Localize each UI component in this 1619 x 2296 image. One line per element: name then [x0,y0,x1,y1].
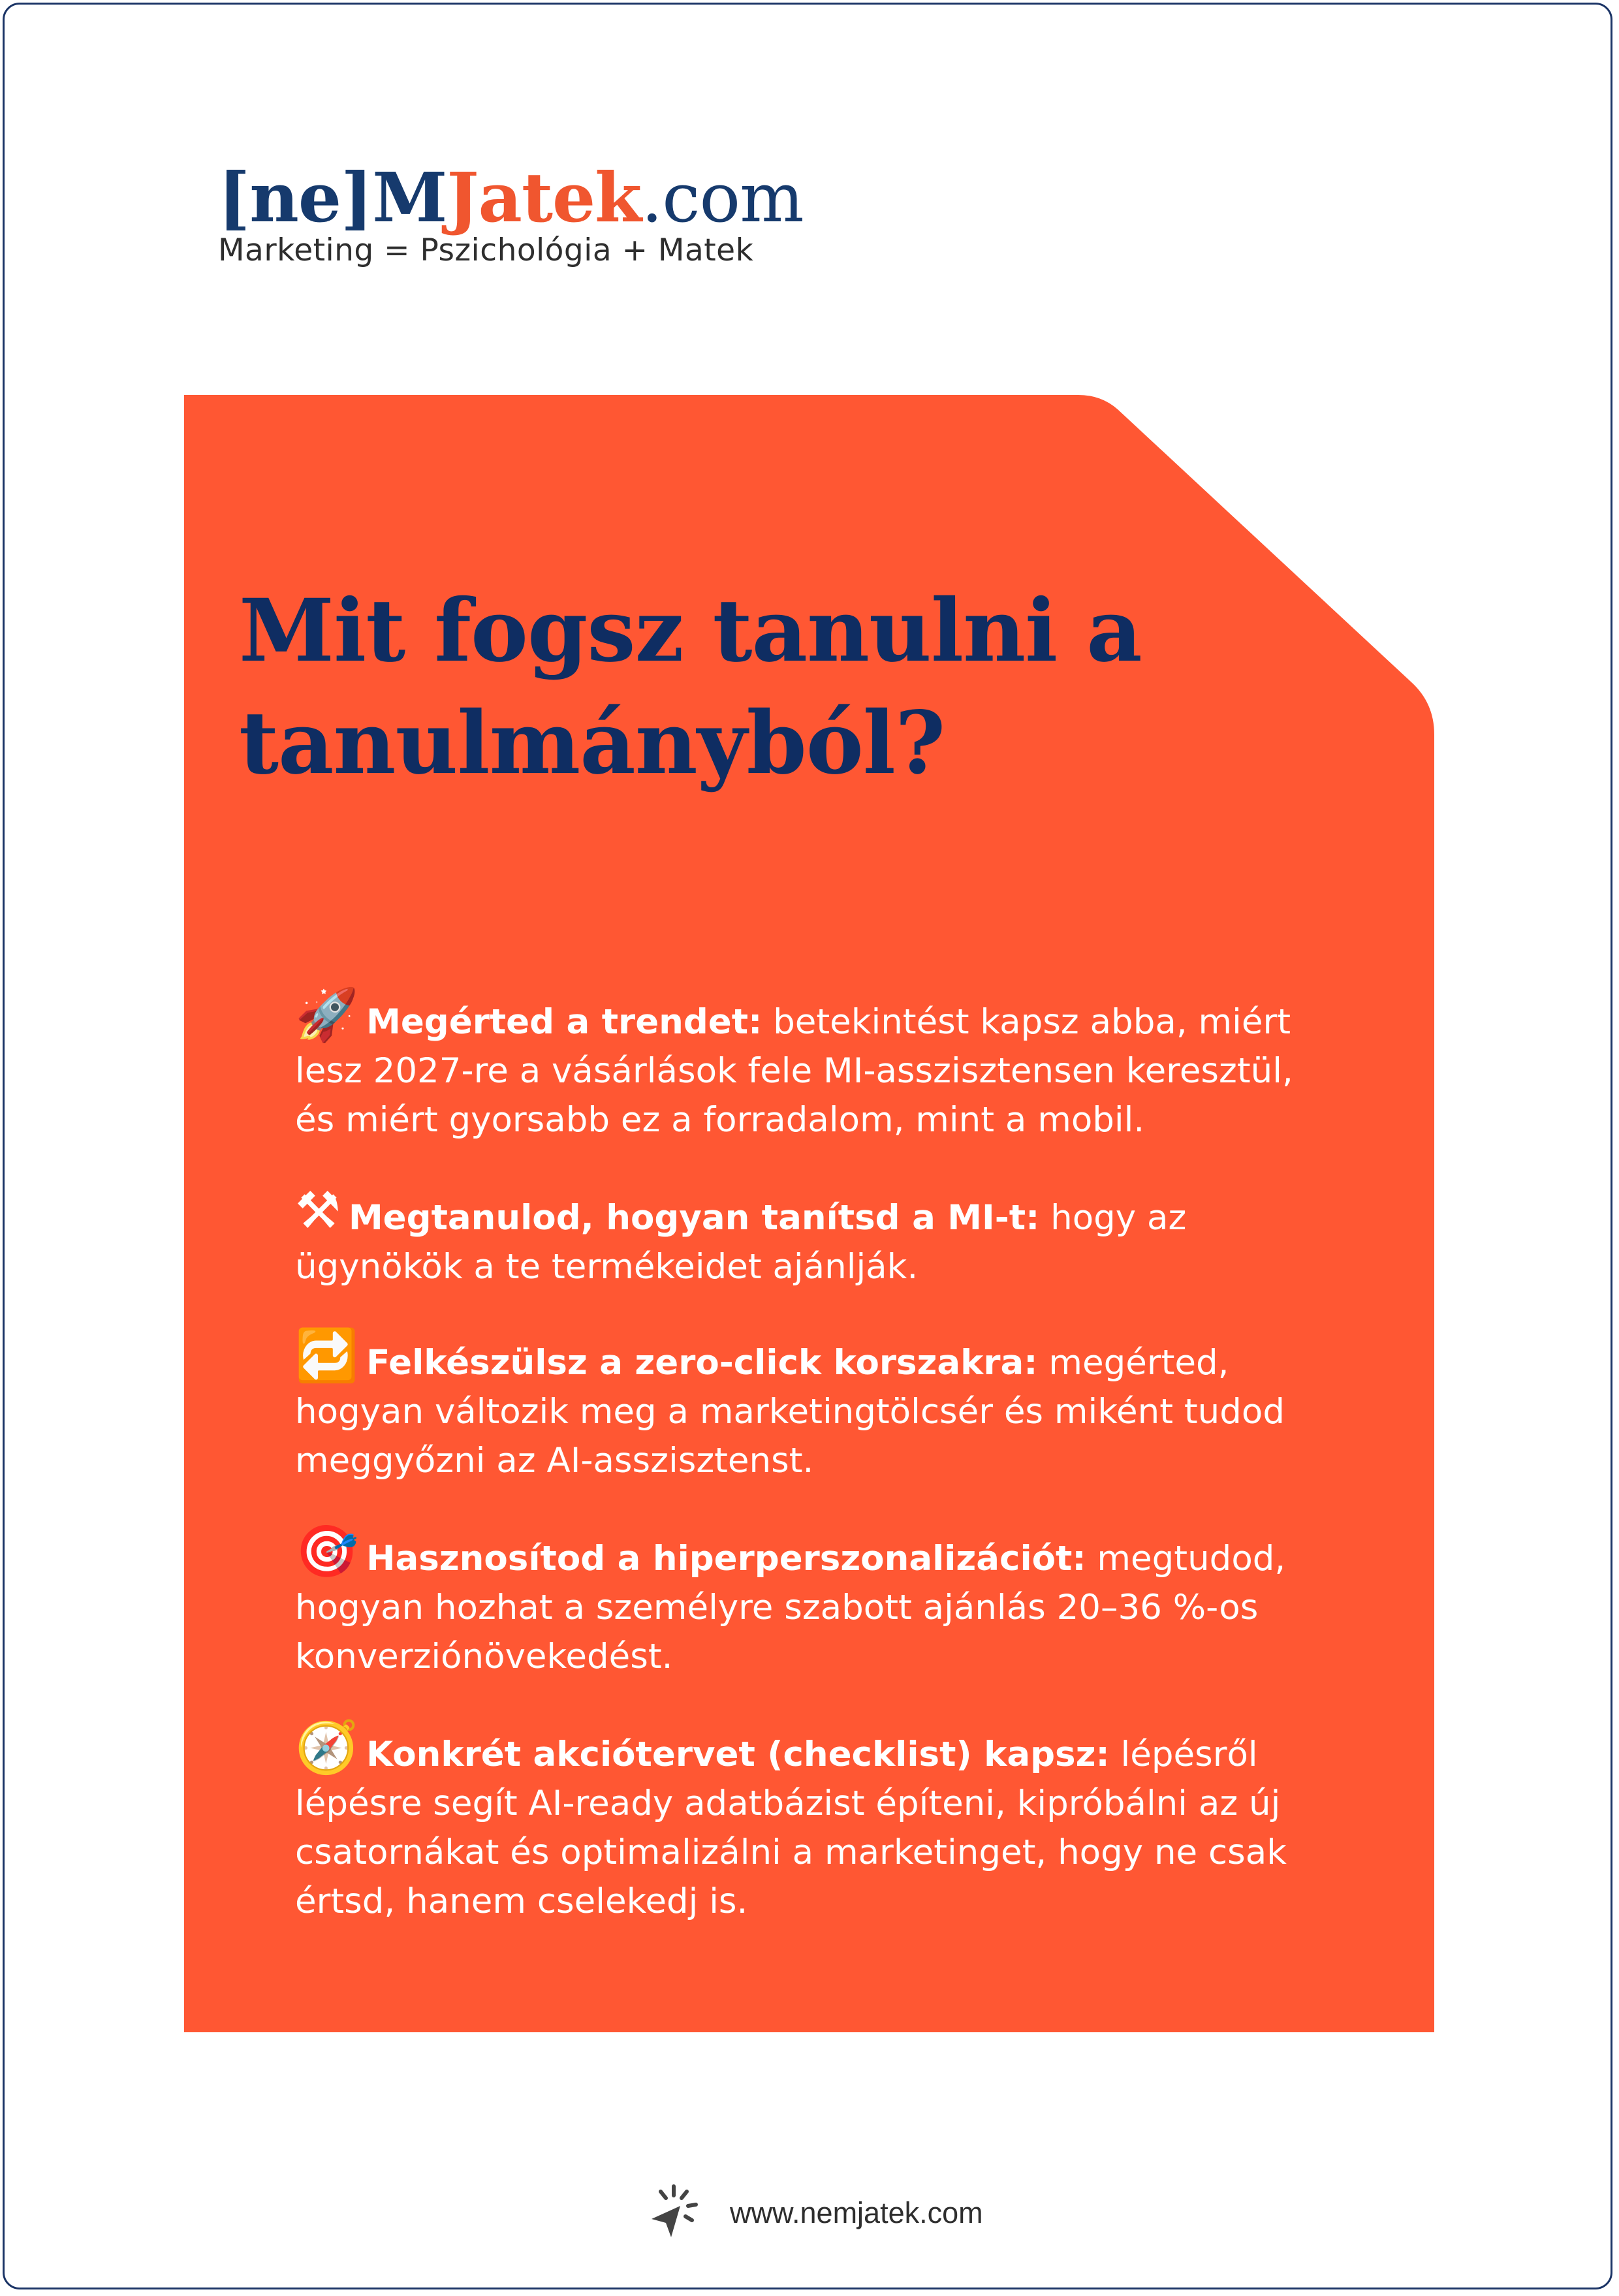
logo-bracket-open: [ [218,157,250,238]
logo-ne: ne [249,157,341,238]
benefit-item-text: betekintést kapsz abba, miért lesz 2027-re a vásárlások fele MI-asszisztensen keresztül, és miért gyorsabb ez a forradalom, mint a mobil. [295,1002,1293,1140]
logo-jatek: Jatek [447,157,642,238]
card-title: Mit fogsz tanulni a tanulmányból? [239,580,1142,794]
benefit-item-checklist [295,1718,1340,1926]
benefit-item-title: Felkészülsz a zero-click korszakra: [366,1343,1038,1383]
benefit-item-title: Konkrét akciótervet (checklist) kapsz: [366,1735,1110,1774]
benefit-item-zero-click [295,1327,1340,1485]
benefit-item-title: Hasznosítod a hiperperszonalizációt: [366,1539,1086,1579]
benefit-item-text: hogy az ügynökök a te termékeidet ajánlják. [295,1198,1187,1287]
benefit-item-text: lépésről lépésre segít AI-ready adatbázist építeni, kipróbálni az új csatornákat és optimalizálni a marketinget, hogy ne csak értsd, hanem cselekedj is. [295,1735,1287,1921]
compass-icon: 🧭 [295,1718,359,1777]
benefit-item-hyperpersonalization [295,1522,1340,1681]
benefit-item-text: megérted, hogyan változik meg a marketingtölcsér és miként tudod meggyőzni az AI-asszisztenst. [295,1343,1285,1481]
hammer-wrench-icon: ⚒ [295,1182,341,1240]
benefit-item-title: Megtanulod, hogyan tanítsd a MI-t: [348,1198,1040,1238]
logo-tagline: Marketing = Pszichológia + Matek [218,232,754,268]
logo [218,157,804,268]
benefit-item-text: megtudod, hogyan hozhat a személyre szabott ajánlás 20–36 %-os konverziónövekedést. [295,1539,1286,1676]
logo-dot-com: .com [641,158,804,238]
benefit-item-title: Megérted a trendet: [366,1002,762,1042]
target-icon: 🎯 [295,1522,359,1581]
rocket-icon: 🚀 [295,986,359,1045]
cursor-click-icon [646,2182,705,2241]
repeat-icon: 🔁 [295,1327,359,1385]
logo-wordmark [218,157,804,238]
logo-m: M [372,157,447,238]
website-link[interactable]: www.nemjatek.com [730,2196,983,2229]
benefit-item-teach-ai [295,1182,1340,1291]
benefit-item-trend [295,986,1340,1144]
content-card [184,395,1434,2032]
logo-bracket-close: ] [341,157,373,238]
